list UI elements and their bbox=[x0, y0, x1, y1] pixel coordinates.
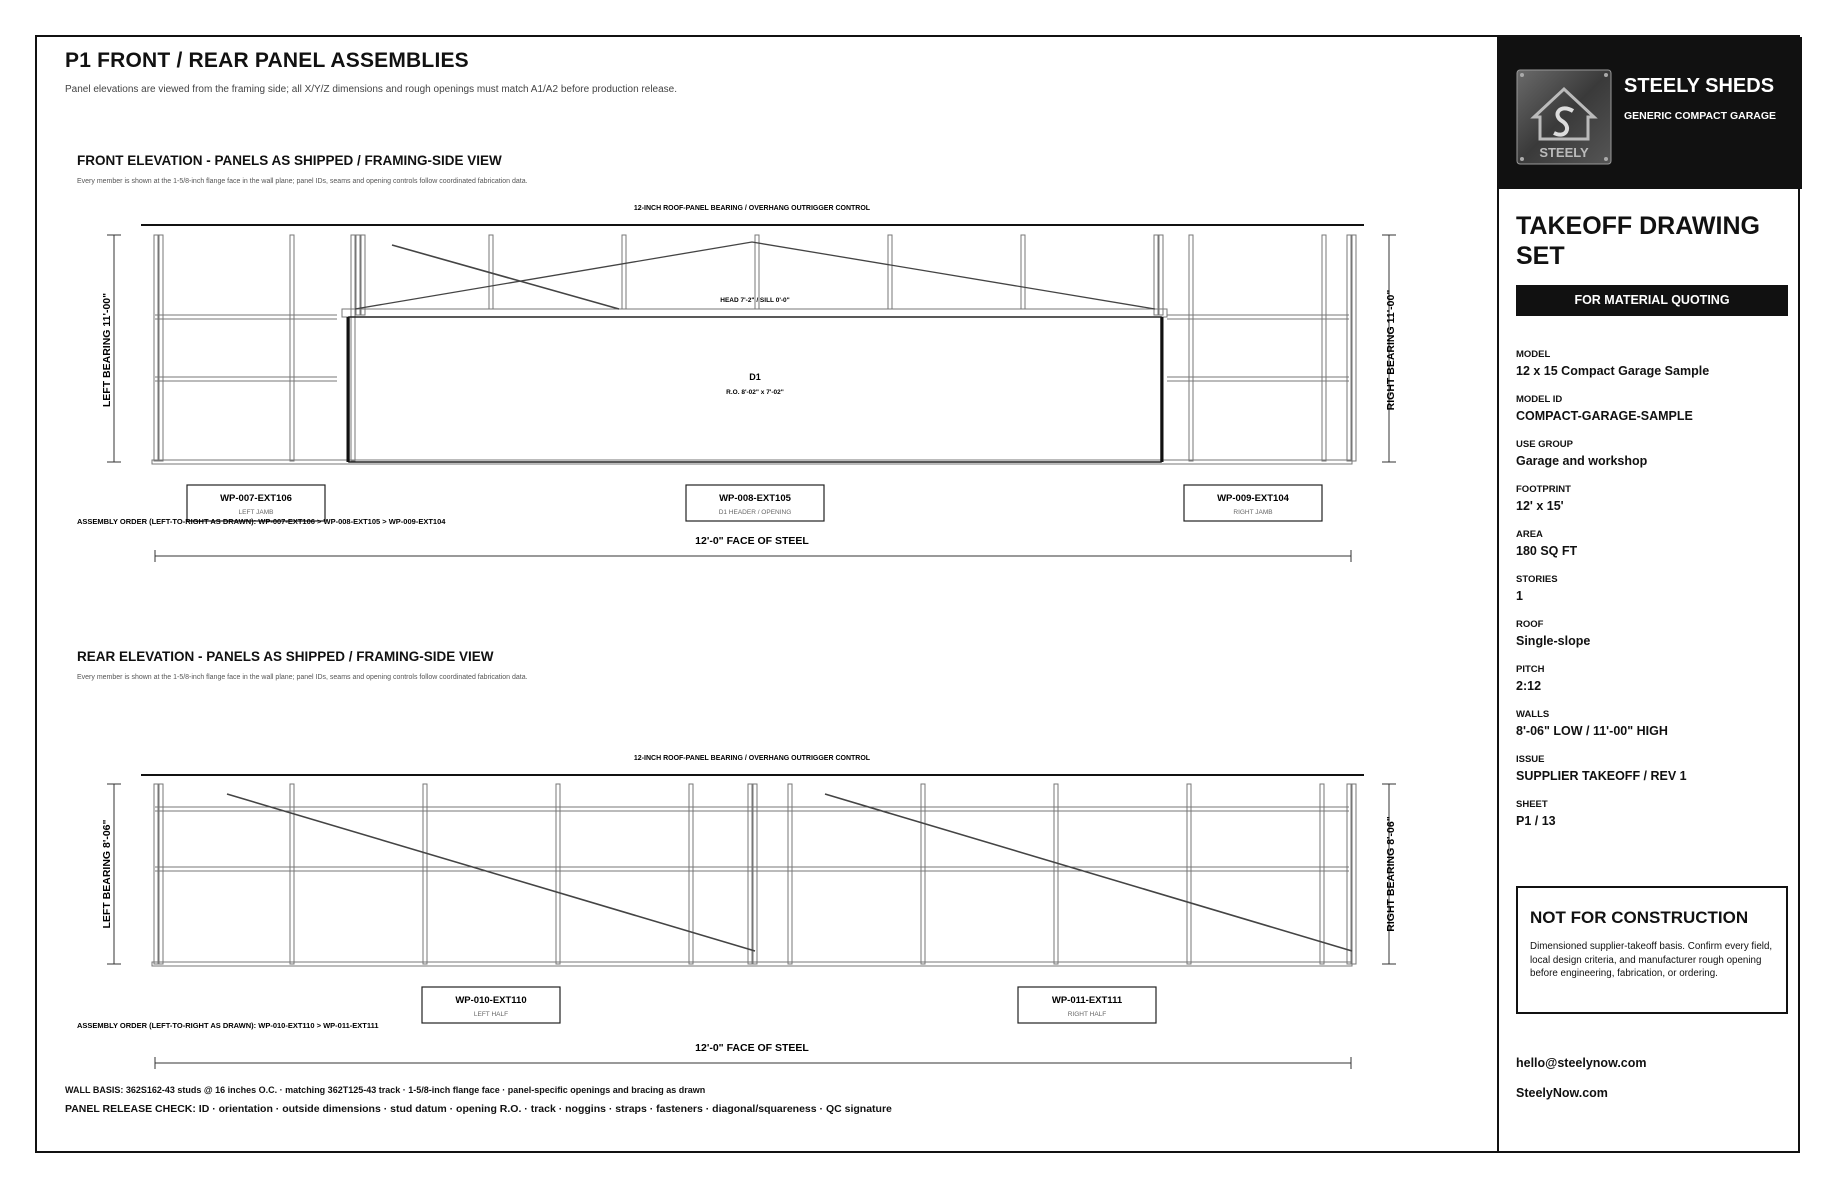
rear-right-diagonal-strap bbox=[825, 794, 1352, 951]
quoting-banner: FOR MATERIAL QUOTING bbox=[1516, 285, 1788, 316]
front-panel-tag-center bbox=[686, 485, 824, 521]
panel-id: WP-007-EXT106 bbox=[220, 493, 292, 504]
field-label: STORIES bbox=[1516, 574, 1558, 585]
sheet-title: P1 FRONT / REAR PANEL ASSEMBLIES bbox=[65, 49, 469, 72]
field-pitch bbox=[1516, 664, 1545, 693]
field-value: 2:12 bbox=[1516, 679, 1542, 693]
front-opening-ro: R.O. 8'-02" x 7'-02" bbox=[726, 389, 784, 396]
field-model bbox=[1516, 349, 1709, 378]
field-value: 180 SQ FT bbox=[1516, 544, 1578, 558]
field-label: FOOTPRINT bbox=[1516, 484, 1571, 495]
nfc-body: Dimensioned supplier-takeoff basis. Confirm every field, local design criteria, and manufacturer rough opening before engineering, fabrication, or ordering. bbox=[1530, 941, 1773, 979]
sheet-subtitle: Panel elevations are viewed from the framing side; all X/Y/Z dimensions and rough openings must match A1/A2 before production release. bbox=[65, 84, 678, 95]
field-stories bbox=[1516, 574, 1558, 603]
front-panel-frame bbox=[152, 235, 1356, 464]
front-elevation-note: Every member is shown at the 1-5/8-inch flange face in the wall plane; panel IDs, seams and opening controls follow coordinated fabrication data. bbox=[77, 178, 528, 185]
brand-name: STEELY SHEDS bbox=[1624, 75, 1775, 97]
front-panel-tag-left bbox=[187, 485, 325, 521]
rear-right-bearing-label: RIGHT BEARING 8'-06" bbox=[1385, 816, 1397, 932]
front-right-bearing-label: RIGHT BEARING 11'-00" bbox=[1385, 289, 1397, 411]
panel-id: WP-009-EXT104 bbox=[1217, 493, 1289, 504]
nfc-title: NOT FOR CONSTRUCTION bbox=[1530, 908, 1749, 927]
field-label: AREA bbox=[1516, 529, 1543, 540]
logo-text: STEELY bbox=[1539, 145, 1589, 160]
field-label: ISSUE bbox=[1516, 754, 1545, 765]
rear-width-label: 12'-0" FACE OF STEEL bbox=[695, 1042, 809, 1054]
brand-header bbox=[1499, 37, 1802, 189]
field-value: Garage and workshop bbox=[1516, 454, 1648, 468]
rear-elevation-drawing bbox=[37, 747, 1497, 1107]
field-value: 12' x 15' bbox=[1516, 499, 1564, 513]
field-use-group bbox=[1516, 439, 1647, 468]
field-value: 1 bbox=[1516, 589, 1523, 603]
field-area bbox=[1516, 529, 1577, 558]
rear-roof-label: 12-INCH ROOF-PANEL BEARING / OVERHANG OUTRIGGER CONTROL bbox=[633, 755, 871, 762]
rear-panel-tag-right bbox=[1018, 987, 1156, 1023]
title-block bbox=[1497, 37, 1802, 1151]
wall-basis-note: WALL BASIS: 362S162-43 studs @ 16 inches O.C. · matching 362T125-43 track · 1-5/8-inch flange face · panel-specific openings and bracing as drawn bbox=[65, 1085, 706, 1095]
field-label: PITCH bbox=[1516, 664, 1545, 675]
rear-elevation-title: REAR ELEVATION - PANELS AS SHIPPED / FRAMING-SIDE VIEW bbox=[77, 649, 494, 664]
rear-panel-frame bbox=[152, 784, 1356, 966]
steely-logo-icon bbox=[1516, 69, 1612, 165]
field-label: WALLS bbox=[1516, 709, 1550, 720]
field-value: 12 x 15 Compact Garage Sample bbox=[1516, 364, 1710, 378]
website-link[interactable]: SteelyNow.com bbox=[1516, 1086, 1608, 1100]
panel-release-check: PANEL RELEASE CHECK: ID · orientation · outside dimensions · stud datum · opening R.O. · track · noggins · straps · fasteners · diagonal/squareness · QC signature bbox=[65, 1103, 892, 1115]
front-assembly-order: ASSEMBLY ORDER (LEFT-TO-RIGHT AS DRAWN): WP-007-EXT106 > WP-008-EXT105 > WP-009-EXT104 bbox=[77, 517, 446, 526]
field-label: SHEET bbox=[1516, 799, 1548, 810]
field-value: Single-slope bbox=[1516, 634, 1591, 648]
rear-left-diagonal-strap bbox=[227, 794, 755, 951]
field-label: MODEL bbox=[1516, 349, 1551, 360]
field-value: SUPPLIER TAKEOFF / REV 1 bbox=[1516, 769, 1687, 783]
drawing-set-title: TAKEOFF DRAWING SET bbox=[1516, 212, 1760, 270]
drawing-area bbox=[37, 37, 1497, 1151]
front-head-sill-label: HEAD 7'-2" / SILL 0'-0" bbox=[720, 297, 790, 304]
front-roof-label: 12-INCH ROOF-PANEL BEARING / OVERHANG OUTRIGGER CONTROL bbox=[633, 205, 871, 212]
field-label: USE GROUP bbox=[1516, 439, 1574, 450]
panel-desc: RIGHT HALF bbox=[1067, 1011, 1107, 1018]
field-value: P1 / 13 bbox=[1516, 814, 1556, 828]
field-footprint bbox=[1516, 484, 1571, 513]
field-value: 8'-06" LOW / 11'-00" HIGH bbox=[1516, 724, 1668, 738]
rear-assembly-order: ASSEMBLY ORDER (LEFT-TO-RIGHT AS DRAWN): WP-010-EXT110 > WP-011-EXT111 bbox=[77, 1021, 379, 1030]
front-left-bearing-label: LEFT BEARING 11'-00" bbox=[101, 292, 113, 408]
front-elevation-title: FRONT ELEVATION - PANELS AS SHIPPED / FRAMING-SIDE VIEW bbox=[77, 153, 502, 168]
rear-elevation-note: Every member is shown at the 1-5/8-inch flange face in the wall plane; panel IDs, seams and opening controls follow coordinated fabrication data. bbox=[77, 674, 528, 681]
front-elevation-drawing bbox=[37, 197, 1497, 647]
panel-desc: LEFT JAMB bbox=[238, 509, 274, 516]
front-width-dim bbox=[155, 550, 1351, 562]
field-sheet bbox=[1516, 799, 1556, 828]
rear-width-dim bbox=[155, 1057, 1351, 1069]
drawing-sheet bbox=[35, 35, 1800, 1153]
front-width-label: 12'-0" FACE OF STEEL bbox=[695, 535, 809, 547]
front-opening-id: D1 bbox=[749, 372, 761, 382]
front-diagonal-strap bbox=[392, 245, 619, 309]
brand-subtitle: GENERIC COMPACT GARAGE bbox=[1624, 110, 1777, 122]
not-for-construction-box bbox=[1516, 886, 1788, 1014]
field-issue bbox=[1516, 754, 1687, 783]
rear-panel-tag-left bbox=[422, 987, 560, 1023]
rear-left-bearing-label: LEFT BEARING 8'-06" bbox=[101, 819, 113, 929]
contact-email-link[interactable]: hello@steelynow.com bbox=[1516, 1056, 1647, 1070]
field-label: MODEL ID bbox=[1516, 394, 1563, 405]
front-panel-tag-right bbox=[1184, 485, 1322, 521]
panel-desc: D1 HEADER / OPENING bbox=[718, 509, 792, 516]
field-label: ROOF bbox=[1516, 619, 1544, 630]
field-roof bbox=[1516, 619, 1590, 648]
field-model-id bbox=[1516, 394, 1693, 423]
panel-desc: LEFT HALF bbox=[473, 1011, 509, 1018]
panel-id: WP-011-EXT111 bbox=[1051, 995, 1123, 1006]
panel-id: WP-010-EXT110 bbox=[455, 995, 527, 1006]
panel-desc: RIGHT JAMB bbox=[1233, 509, 1273, 516]
field-walls bbox=[1516, 709, 1668, 738]
field-value: COMPACT-GARAGE-SAMPLE bbox=[1516, 409, 1693, 423]
panel-id: WP-008-EXT105 bbox=[719, 493, 791, 504]
